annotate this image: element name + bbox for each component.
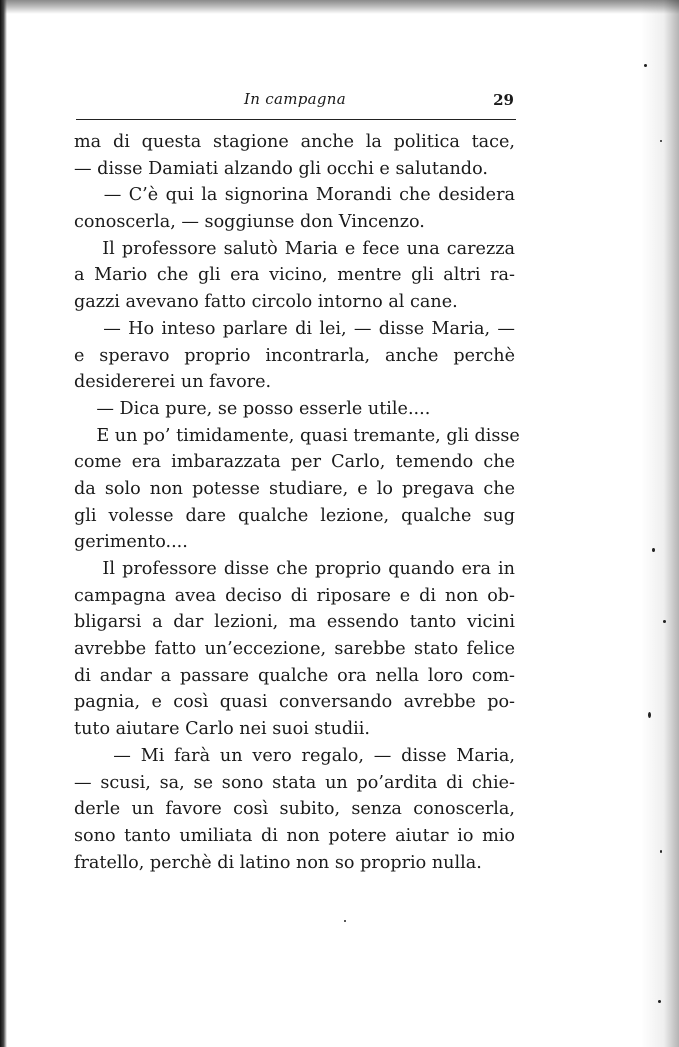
text-line: desidererei un favore. <box>74 372 272 393</box>
text-line: di andar a passare qualche ora nella loro com- <box>74 665 515 686</box>
scan-speck <box>648 712 651 718</box>
page-header <box>76 90 514 114</box>
text-line: — scusi, sa, se sono stata un po’ardita di chie- <box>74 772 515 793</box>
text-line: — disse Damiati alzando gli occhi e salutando. <box>74 158 488 179</box>
text-line: sono tanto umiliata di non potere aiutar io mio <box>74 825 515 846</box>
text-line: gli volesse dare qualche lezione, qualche sug <box>74 505 515 526</box>
scan-speck <box>660 140 662 142</box>
text-line: — Ho inteso parlare di lei, — disse Maria, — <box>74 318 515 339</box>
scan-shadow-right <box>641 0 679 1047</box>
text-line: derle un favore così subito, senza conoscerla, <box>74 799 515 820</box>
text-line: fratello, perchè di latino non so proprio nulla. <box>74 852 482 873</box>
text-line: pagnia, e così quasi conversando avrebbe po- <box>74 692 515 713</box>
running-title: In campagna <box>244 90 346 108</box>
body-text <box>74 129 520 889</box>
scan-speck <box>658 1000 661 1003</box>
scan-speck <box>652 548 655 552</box>
text-line: a Mario che gli era vicino, mentre gli altri ra- <box>74 265 515 286</box>
text-line: Il professore salutò Maria e fece una carezza <box>74 238 515 259</box>
text-line: avrebbe fatto un’eccezione, sarebbe stato felice <box>74 639 515 660</box>
text-line: tuto aiutare Carlo nei suoi studii. <box>74 719 370 740</box>
text-line: — Mi farà un vero regalo, — disse Maria, <box>74 745 515 766</box>
text-line: Il professore disse che proprio quando era in <box>74 559 515 579</box>
text-line: — C’è qui la signorina Morandi che desidera <box>74 185 515 206</box>
header-rule <box>76 119 516 120</box>
text-line: da solo non potesse studiare, e lo pregava che <box>74 478 515 499</box>
text-line: ma di questa stagione anche la politica tace, <box>74 132 515 152</box>
scan-shadow-top <box>0 0 679 14</box>
text-line: — Dica pure, se posso esserle utile.... <box>74 398 431 419</box>
text-line: gazzi avevano fatto circolo intorno al cane. <box>74 292 458 313</box>
text-line: campagna avea deciso di riposare e di non ob- <box>74 585 515 606</box>
text-line: bligarsi a dar lezioni, ma essendo tanto vicini <box>74 612 515 633</box>
scan-shadow-left <box>0 0 7 1047</box>
text-line: e speravo proprio incontrarla, anche perchè <box>74 345 515 366</box>
text-line: gerimento.... <box>74 532 188 553</box>
text-line: come era imbarazzata per Carlo, temendo che <box>74 452 515 473</box>
page-number: 29 <box>493 91 514 109</box>
scan-speck <box>660 850 662 853</box>
text-line: E un po’ timidamente, quasi tremante, gli disse <box>74 425 520 446</box>
scan-speck <box>344 920 346 922</box>
scan-speck <box>663 620 666 623</box>
text-line: conoscerla, — soggiunse don Vincenzo. <box>74 212 425 233</box>
scan-speck <box>644 64 647 67</box>
